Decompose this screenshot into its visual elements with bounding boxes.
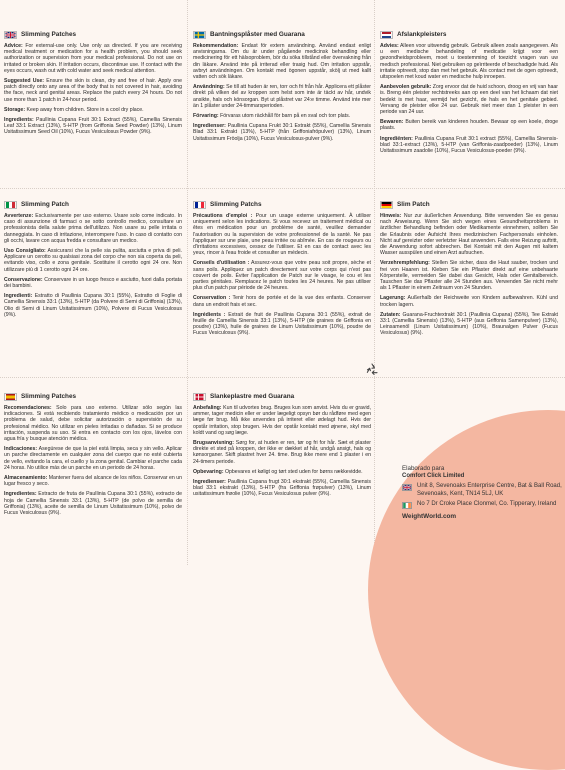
storage-paragraph: Conservazione: Conservare in un luogo fresco e asciutto, fuori dalla portata dei bambini. bbox=[4, 276, 182, 290]
panel-title: Slankeplastre med Guarana bbox=[210, 392, 295, 400]
ie-address: No 7 Dr Croke Place Clonmel, Co. Tipperary, Ireland bbox=[417, 501, 557, 508]
storage-paragraph: Bewaren: Buiten bereik van kinderen houden. Bewaar op een koele, droge plaats. bbox=[380, 119, 558, 132]
ingredients-paragraph: Ingredients: Paullinia Cupana Fruit 30:1 Extract (55%), Camellia Sinensis Leaf 33:1 Extract (13%), 5-HTP (from Griffonia Seed Powder) (13%), Linum Usitatissimum Seed Oil (10%), Fucus Vesiculosus Powder (9%). bbox=[4, 117, 182, 136]
panel-french bbox=[193, 200, 371, 341]
column-divider bbox=[374, 0, 375, 565]
panel-title: Slim Patch bbox=[397, 200, 430, 208]
panel-title: Bantningsplåster med Guarana bbox=[210, 30, 305, 38]
advice-paragraph: Rekommendation: Endast för extern användning. Använd endast enligt anvisningarna. Om du är under pågående medicinsk behandling eller medicinering för ett hälsoproblem, bör du söka tillstånd eller övervakning från din läkare. Använd inte på irriterad eller trasig hud. Om irritation uppstår, avbryt användningen. Om kontakt med ögonen uppstår, skölj ut med kallt vatten och sök läkare. bbox=[193, 43, 371, 81]
usage-paragraph: Indicaciones: Asegúrese de que la piel está limpia, seca y sin vello. Aplicar un parche directamente en cualquier zona del cuerpo que no esté cubierta de vello, evitando la cara, el cuello y la zona genital. Cambiar el parche cada 24 horas. No utilice más de un parche en un periodo de 24 horas. bbox=[4, 446, 182, 471]
panel-header bbox=[193, 392, 371, 402]
row-divider bbox=[0, 188, 565, 189]
usage-paragraph: Användning: Se till att huden är ren, torr och fri från hår. Applicera ett plåster direkt på vilken del av kroppen som helst som inte är täckt av hår, undvik ansikte, hals och könsorgan. Byt ut plåstret var 24:e timme. Använd inte mer än 1 plåster under 24-timmarsperioden. bbox=[193, 84, 371, 109]
storage-paragraph: Lagerung: Außerhalb der Reichweite von Kindern aufbewahren. Kühl und trocken lagern. bbox=[380, 295, 558, 308]
germany-flag-icon bbox=[380, 201, 393, 209]
netherlands-flag-icon bbox=[380, 31, 393, 39]
ingredients-paragraph: Ingredientes: Extracto de fruta de Paullinia Cupana 30:1 (55%), extracto de hoja de Camellia Sinensis 33:1 (13%), 5-HTP (de polvo de semilla de Griffonia) (13%), aceite de semilla de Linum Usitatissimum (10%), polvo de Fucus Vesiculosus (9%). bbox=[4, 491, 182, 517]
panel-header bbox=[193, 30, 371, 40]
storage-paragraph: Almacenamiento: Mantener fuera del alcance de los niños. Conservar en un lugar fresco y seco. bbox=[4, 475, 182, 488]
panel-english bbox=[4, 30, 182, 140]
company-name: Comfort Click Limited bbox=[402, 472, 465, 479]
panel-dutch bbox=[380, 30, 558, 158]
uk-address: Unit 8, Sevenoaks Enterprise Centre, Bat & Ball Road, Sevenoaks, Kent, TN14 5LJ, UK bbox=[417, 483, 562, 497]
sweden-flag-icon bbox=[193, 31, 206, 39]
panel-title: Slimming Patch bbox=[21, 200, 69, 208]
usage-paragraph: Brugsanvisning: Sørg for, at huden er ren, tør og fri for hår. Sæt et plaster direkte et sted på kroppen, der ikke er dækket af hår, undgå ansigt, hals og kønsorganer. Skift plastret hver 24. time. Brug ikke mere end 1 plaster i en 24-timers periode. bbox=[193, 440, 371, 465]
panel-header bbox=[4, 200, 182, 210]
advice-paragraph: Advies: Alleen voor uitwendig gebruik. Gebruik alleen zoals aangegeven. Als u een medische behandeling of medicatie krijgt voor een gezondheidsprobleem, moet u toestemming of toezicht vragen van uw medisch professional. Niet gebruiken op geïrriteerde of beschadigde huid. Als irritatie optreedt, stop dan met het gebruik. Als contact met de ogen optreedt, uitspoelen met koud water en medische hulp inroepen. bbox=[380, 43, 558, 81]
panel-danish bbox=[193, 392, 371, 502]
spain-flag-icon bbox=[4, 393, 17, 401]
advice-paragraph: Advice: For external-use only. Use only as directed. If you are receiving medical treatment or medication for a health problem, you should seek authorization or supervision from your medical professional. Do not use on irritated or broken skin. If irritation occurs, discontinue use. If contact with the eyes occurs, wash out with cold water and seek medical attention. bbox=[4, 43, 182, 74]
column-divider bbox=[187, 0, 188, 565]
advice-paragraph: Anbefaling: Kun til udvortes brug. Bruges kun som anvist. Hvis du er gravid, ammer, tager medicin eller er under lægeligt opsyn bør du rådføre med egen læge før brug. Må ikke anvendes på irriteret eller ødelagt hud. Hvis der opstår irritation, stop brugen. Hvis der opstår kontakt med øjnene, skyl med koldt vand og søg læge. bbox=[193, 405, 371, 436]
panel-header bbox=[4, 392, 182, 402]
row-divider bbox=[0, 377, 565, 378]
website-link[interactable]: WeightWorld.com bbox=[402, 513, 457, 521]
storage-paragraph: Opbevaring: Opbevares et køligt og tørt sted uden for børns rækkevidde. bbox=[193, 468, 363, 475]
storage-paragraph: Storage: Keep away from children. Store in a cool dry place. bbox=[4, 106, 144, 113]
advice-paragraph: Précautions d'emploi : Pour un usage externe uniquement. À utiliser uniquement selon les indications. Si vous recevez un traitement médical ou êtes en médication pour un problème de santé, veuillez demander l'autorisation ou la supervision de votre professionnel de la santé. Ne pas l'appliquer sur une plaie, une peau irritée ou abîmée. En cas de rougeurs ou d'irritations excessives, cessez de l'utiliser. Et en cas de contact avec les yeux, rincer à l'eau froide et consulter un médecin. bbox=[193, 213, 371, 257]
panel-header bbox=[380, 30, 558, 40]
ingredients-paragraph: Zutaten: Guarana-Fruchtextrakt 30:1 (Paullinia Cupana) (55%), Tee Extrakt 33:1 (Camellia Sinensis) (13%), 5-HTP (aus Griffonia Samenpulver) (13%), Leinsamenöl (Linum Usitatissimum) (10%), Braunalgen Pulver (Fucus Vesiculosus) (9%). bbox=[380, 311, 558, 337]
ingredients-paragraph: Ingrédients : Extrait de fruit de Paullinia Cupana 30:1 (55%), extrait de feuille de Camellia Sinensis 33:1 (13%), 5-HTP (de graines de Griffonia en poudre) (13%), huile de graines de Linum Usitatissimum (10%), poudre de Fucus Vesiculosus (9%). bbox=[193, 311, 371, 337]
usage-paragraph: Verzehrempfehlung: Stellen Sie sicher, dass die Haut sauber, trocken und frei von Haaren ist. Kleben Sie ein Pflaster direkt auf eine unbehaarte Körperstelle, vermeiden Sie dabei das Gesicht, Hals oder Genitalbereich. Tauschen Sie das Pflaster alle 24 Stunden aus. Verwenden Sie nicht mehr als 1 Pflaster in einem Zeitraum von 24 Stunden. bbox=[380, 260, 558, 292]
usage-paragraph: Aanbevolen gebruik: Zorg ervoor dat de huid schoon, droog en vrij van haar is. Breng één pleister rechtstreeks aan op een deel van het lichaam dat niet bedekt is met haar, vermijd het gezicht, de hals en het genitale gebied. Vervang de pleister elke 24 uur. Gebruik niet meer dan 1 pleister in een periode van 24 uur. bbox=[380, 84, 558, 116]
usage-paragraph: Uso Consigliato: Assicurarsi che la pelle sia pulita, asciutta e priva di peli. Applicare un cerotto su qualsiasi zona del corpo che non sia coperta da peli, evitando viso, collo e zona genitale. Sostituire il cerotto ogni 24 ore. Non utilizzare più di 1 cerotto ogni 24 ore. bbox=[4, 248, 182, 273]
panel-italian bbox=[4, 200, 182, 322]
panel-header bbox=[193, 200, 371, 210]
france-flag-icon bbox=[193, 201, 206, 209]
ingredients-paragraph: Ingredienti: Estratto di Paullinia Cupana 30:1 (55%), Estratto di Foglie di Camellia Sinensis 33:1 (13%), 5-HTP (da Polvere di Semi di Griffonia) (13%), Olio di Semi di Linum Usitatissimum (10%), Polvere di Fucus Vesiculosus (9%). bbox=[4, 293, 182, 318]
usage-paragraph: Conseils d'utilisation : Assurez-vous que votre peau soit propre, sèche et sans poils. Appliquez un patch directement sur votre corps qui n'est pas couvert de poils. Éviter l'application de Patch sur le visage, le cou et les parties génitales. Remplacez le patch toutes les 24 heures. Ne pas utiliser plus d'un patch par période de 24 heures. bbox=[193, 260, 371, 292]
panel-title: Afslankpleisters bbox=[397, 30, 447, 38]
advice-paragraph: Recomendaciones: Solo para uso externo. Utilizar sólo según las indicaciones. Si está recibiendo tratamiento médico o medicación por un problema de salud, debe solicitar autorización o supervisión de su profesional médico. No utilizar en pieles irritadas o dañadas. Si se produce irritación, suspenda su uso. Si entra en contacto con los ojos, lávelos con agua fría y busque atención médica. bbox=[4, 405, 182, 443]
panel-title: Slimming Patchs bbox=[210, 200, 262, 208]
usage-paragraph: Suggested Use: Ensure the skin is clean, dry and free of hair. Apply one patch directly onto any area of the body that is not covered in hair, avoiding the face, neck and genital areas. Replace the patch every 24 hours. Do not use more than 1 patch in 24-hour period. bbox=[4, 78, 182, 103]
panel-title: Slimming Patches bbox=[21, 392, 77, 400]
panel-title: Slimming Patches bbox=[21, 30, 77, 38]
panel-header bbox=[380, 200, 558, 210]
recycle-icon bbox=[364, 362, 380, 378]
ingredients-paragraph: Ingrediënten: Paullinia Cupana Fruit 30:1 extract (55%), Camellia Sinensis-blad 33:1-extract (13%), 5-HTP (van Griffonia-zaadpoeder) (13%), Linum Usitatissimum zaadolie (10%), Fucus Vesiculosus-poeder (9%). bbox=[380, 135, 558, 155]
storage-paragraph: Förvaring: Förvaras utom räckhåll för barn på en sval och torr plats. bbox=[193, 113, 351, 120]
ireland-flag-icon bbox=[402, 502, 412, 509]
storage-paragraph: Conservation : Tenir hors de portée et de la vue des enfants. Conserver dans un endroit frais et sec. bbox=[193, 295, 371, 308]
uk-address-block bbox=[402, 483, 562, 498]
advice-paragraph: Avvertenze: Esclusivamente per uso esterno. Usare solo come indicato. In caso di assunzione di farmaci o se sotto controllo medico, consultare un professionista della salute prima dell'utilizzo. Non usare su pelle irritata o danneggiata. In caso di irritazione, interrompere l'uso. In caso di contatto con gli occhi, lavare con acqua fredda e consultare un medico. bbox=[4, 213, 182, 244]
panel-swedish bbox=[193, 30, 371, 146]
uk-flag-icon bbox=[402, 484, 412, 491]
advice-paragraph: Hinweis: Nur zur äußerlichen Anwendung. Bitte verwenden Sie es genau nach Anweisung. Wenn Sie sich wegen eines Gesundheitsproblems in ärztlicher Behandlung befinden oder Medikamente einnehmen, sollten Sie die Erlaubnis oder Aufsicht Ihres medizinischen Fachpersonals einholen. Nicht auf gereizter oder verletzter Haut anwenden. Falls eine Reizung auftritt, die Anwendung sofort abbrechen. Bei Kontakt mit den Augen mit kaltem Wasser ausspülen und einen Arzt aufsuchen. bbox=[380, 213, 558, 257]
italy-flag-icon bbox=[4, 201, 17, 209]
uk-flag-icon bbox=[4, 31, 17, 39]
manufacturer-info bbox=[402, 465, 562, 521]
ie-address-block bbox=[402, 501, 562, 509]
panel-header bbox=[4, 30, 182, 40]
denmark-flag-icon bbox=[193, 393, 206, 401]
panel-german bbox=[380, 200, 558, 341]
ingredients-paragraph: Ingredienser: Paullinia Cupana Frukt 30:1 Extrakt (55%), Camellia Sinensis Blad 33:1 Extrakt (13%), 5-HTP (från Griffoniafröpulver) (13%), Linum Usitatissimum Fröolja (10%), Fucus Vesiculosus-pulver (9%). bbox=[193, 123, 371, 142]
manufacturer-heading: Elaborado para bbox=[402, 465, 445, 472]
panel-spanish bbox=[4, 392, 182, 520]
ingredients-paragraph: Ingredienser: Paullinia Cupana frugt 30:1 ekstrakt (55%), Camellia Sinensis blad 33:1 ekstrakt (13%), 5-HTP (fra Griffonia frøpulver) (13%), Linum usitatissimum frøolie (10%), Fucus Vesiculosus pulver (9%). bbox=[193, 479, 371, 498]
